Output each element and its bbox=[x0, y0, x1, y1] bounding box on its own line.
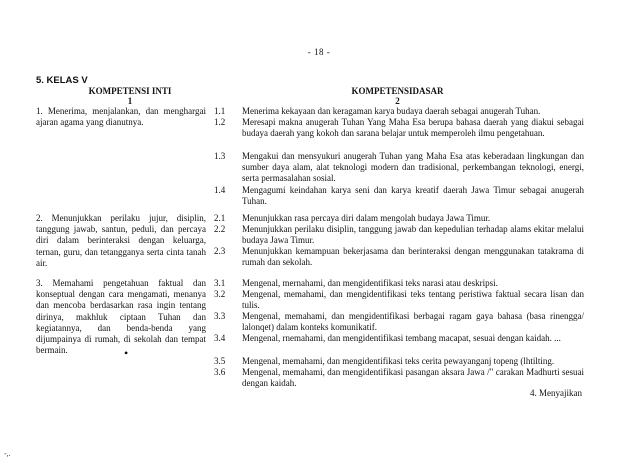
kd-number: 2.1 bbox=[214, 213, 226, 223]
kd-number: 1.4 bbox=[214, 185, 226, 195]
kd-number: 3.3 bbox=[214, 311, 226, 321]
corner-mark: -,. bbox=[4, 449, 11, 458]
header-left-number: 1 bbox=[127, 96, 133, 106]
kd-text: Menunjukkan kemampuan bekerjasama dan berinteraksi dengan menggunakan tatakrama di rumah dan sekolah. bbox=[242, 246, 584, 268]
kd-number: 2.2 bbox=[214, 224, 226, 234]
kd-text: Mengakui dan mensyukuri anugerah Tuhan yang Maha Esa atas keberadaan lingkungan dan sumber daya alam, alat teknologi modern dan tradisional, perkembangan teknologi, energi, serta permasalahan sosial. bbox=[242, 151, 584, 184]
ki-1-text: 1. Menerima, menjalankan, dan menghargai ajaran agama yang dianutnya. bbox=[36, 106, 206, 128]
kd-text: Menunjukkan rasa percaya diri dalam mengolah budaya Jawa Timur. bbox=[242, 213, 491, 223]
kd-text: Mengenal, memahami, dan mengidentifikasi teks cerita pewayanganj topeng (lhtilting. bbox=[242, 356, 555, 366]
kd-text: Mengagumi keindahan karya seni dan karya kreatif daerah Jawa Timur sebagai anugerah Tuhan. bbox=[242, 185, 584, 207]
ki-2-text: 2. Menunjukkan perilaku jujur, disiplin, tanggung jawab, santun, peduli, dan percaya diri dalam berinteraksi dengan keluarga, ternan, guru, dan tetangganya serta cinta tanah air. bbox=[36, 213, 206, 268]
kd-text: Mengenal, memahami, dan mengidentifikasi teks tentang peristiwa faktual secara lisan dan tulis. bbox=[242, 289, 584, 311]
kd-number: 2.3 bbox=[214, 246, 226, 256]
kd-text: Meresapi makna anugerah Tuhan Yang Maha Esa berupa bahasa daerah yang diakui sebagai budaya daerah yang kokoh dan sarana belajar untuk memperoleh ilmu pengetahuan. bbox=[242, 117, 584, 139]
kd-number: 3.4 bbox=[214, 333, 226, 343]
kd-number: 3.1 bbox=[214, 278, 226, 288]
kd-text: Mengenal, memahami, dan mengidentifikasi berbagai ragam gaya bahasa (basa rinengga/ lalonqet) dalam konteks komunikatif. bbox=[242, 311, 584, 333]
header-kompetensi-inti bbox=[60, 86, 200, 106]
continuation-footer: 4. Menyajikan bbox=[530, 388, 582, 398]
kd-number: 3.2 bbox=[214, 289, 226, 299]
kd-number: 1.1 bbox=[214, 106, 226, 116]
header-right-title: KOMPETENSIDASAR bbox=[351, 86, 444, 96]
page-number: - 18 - bbox=[307, 47, 331, 57]
kd-text: Menerima kekayaan dan keragaman karya budaya daerah sebagai anugerah Tuhan. bbox=[242, 106, 541, 116]
section-title: 5. KELAS V bbox=[36, 75, 88, 86]
bullet-mark: • bbox=[124, 346, 129, 360]
kd-number: 1.2 bbox=[214, 117, 226, 127]
header-left-title: KOMPETENSI INTI bbox=[88, 86, 172, 96]
kd-text: Mengenal, memahami, dan mengidentifikasi pasangan aksara Jawa /" carakan Madhurti sesuai dengan kaidah. bbox=[242, 367, 584, 389]
kd-text: Mengenal, rnemahami, dan mengidentifikasi tembang macapat, sesuai dengan kaidah. ... bbox=[242, 333, 561, 343]
kd-text: Menunjukkan perilaku disiplin, tanggung jawab dan kepedulian terhadap alams ekitar melalui budaya Jawa Timur. bbox=[242, 224, 584, 246]
kd-number: 1.3 bbox=[214, 151, 226, 161]
header-kompetensi-dasar bbox=[345, 86, 450, 106]
kd-text: Mengenal, mernahami, dan mengidentifikasi teks narasi atau deskripsi. bbox=[242, 278, 498, 288]
ki-3-text: 3. Memahami pengetahuan faktual dan konseptual dengan cara mengamati, menanya dan mencoba berdasarkan rasa ingin tentang dirinya, makhluk ciptaan Tuhan dan kegiatannya, dan benda-benda yang dijumpainya di rumah, di sekolah dan tempat bermain. bbox=[36, 278, 206, 356]
kd-number: 3.6 bbox=[214, 367, 226, 377]
kd-number: 3.5 bbox=[214, 356, 226, 366]
header-right-number: 2 bbox=[395, 96, 400, 106]
